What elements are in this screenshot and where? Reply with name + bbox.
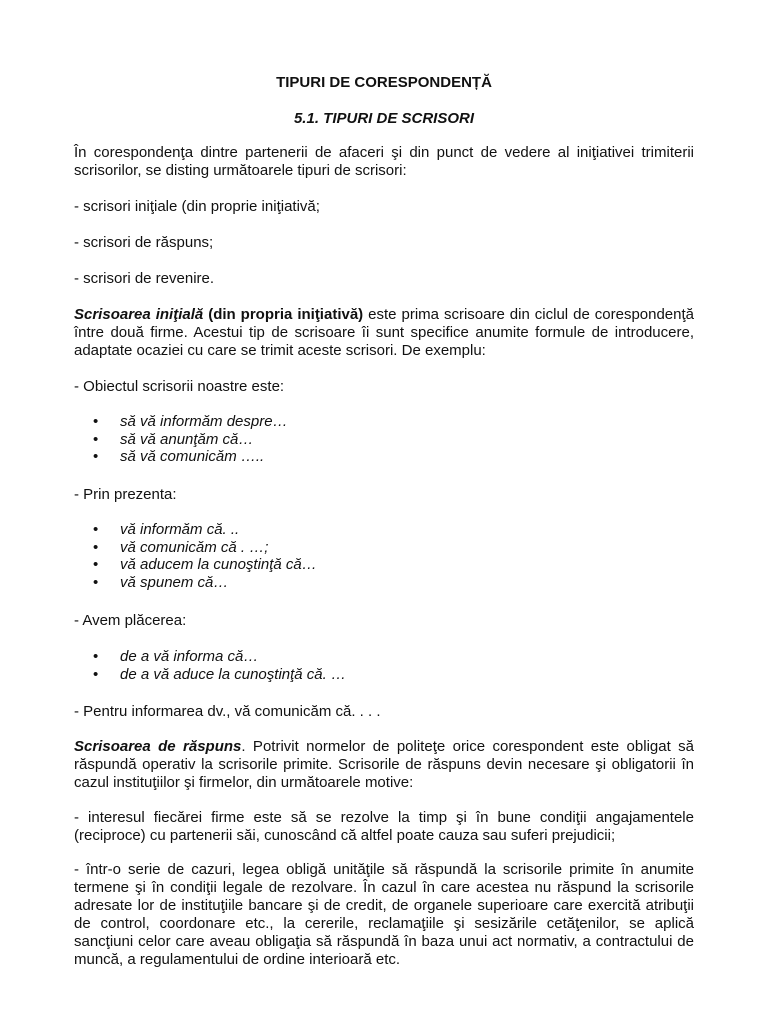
list-item: • vă spunem că… [74, 574, 317, 592]
document-title: TIPURI DE CORESPONDENȚĂ [276, 74, 492, 91]
group-heading-placere: - Avem plăcerea: [74, 612, 187, 629]
list-item: • să vă comunicăm ….. [74, 448, 288, 466]
reason-paragraph-1: - interesul fiecărei firme este să se rezolve la timp şi în bune condiţii angajamentele (reciproce) cu partenerii săi, cunoscând că altfel poate cauza sau suferi prejudicii; [74, 809, 694, 844]
reply-letter-paragraph [74, 738, 694, 792]
list-item: • vă aducem la cunoştinţă că… [74, 556, 317, 574]
list-item: • de a vă aduce la cunoştinţă că. … [74, 666, 346, 684]
formula-list-object [74, 413, 288, 466]
initial-letter-text: este prima scrisoare din ciclul de corespondenţă între două firme. Acestui tip de scrisoare îi sunt specifice anumite formule de introducere, adaptate ocaziei cu care se trimit aceste scrisori. De exemplu: [74, 306, 695, 359]
list-item: • să vă anunţăm că… [74, 431, 288, 449]
type-item-reply: - scrisori de răspuns; [74, 234, 214, 251]
list-item: • de a vă informa că… [74, 648, 346, 666]
type-item-initial: - scrisori iniţiale (din proprie iniţiativă; [74, 198, 320, 215]
type-item-follow-up: - scrisori de revenire. [74, 270, 215, 287]
initial-letter-qualifier: (din propria iniţiativă) [208, 306, 364, 323]
list-item: • să vă informăm despre… [74, 413, 288, 431]
initial-letter-paragraph [74, 306, 694, 360]
group-heading-prezenta: - Prin prezenta: [74, 486, 177, 503]
reply-letter-text: . Potrivit normelor de politeţe orice corespondent este obligat să răspundă operativ la scrisorile primite. Scrisorile de răspuns devin necesare şi obligatorii în cazul instituţiilor şi firmelor, din următoarele motive: [74, 738, 694, 791]
section-title: 5.1. TIPURI DE SCRISORI [293, 110, 475, 127]
formula-list-prezenta [74, 521, 317, 591]
list-item: • vă informăm că. .. [74, 521, 317, 539]
formula-list-placere [74, 648, 346, 683]
reason-paragraph-2: - într-o serie de cazuri, legea obligă unităţile să răspundă la scrisorile primite în anumite termene şi în condiţii legale de rezolvare. În cazul în care acestea nu răspund la scrisorile adresate lor de instituţiile bancare şi de credit, de organele superioare care exercită atribuţii de control, coordonare etc., la cererile, reclamaţiile şi sesizările cetăţenilor, se aplică sancţiuni celor care aveau obligaţia să răspundă în baza unui act normativ, a contractului de muncă, a regulamentului de ordine interioară etc. [74, 861, 694, 968]
initial-letter-term: Scrisoarea iniţială [74, 306, 204, 323]
reply-letter-term: Scrisoarea de răspuns [74, 738, 242, 755]
group-heading-object: - Obiectul scrisorii noastre este: [74, 378, 285, 395]
intro-paragraph: În corespondenţa dintre partenerii de afaceri şi din punct de vedere al iniţiativei trimiterii scrisorilor, se disting următoarele tipuri de scrisori: [74, 144, 694, 179]
list-item: • vă comunicăm că . …; [74, 539, 317, 557]
pentru-informarea-line: - Pentru informarea dv., vă comunicăm că. . . . [74, 703, 381, 720]
